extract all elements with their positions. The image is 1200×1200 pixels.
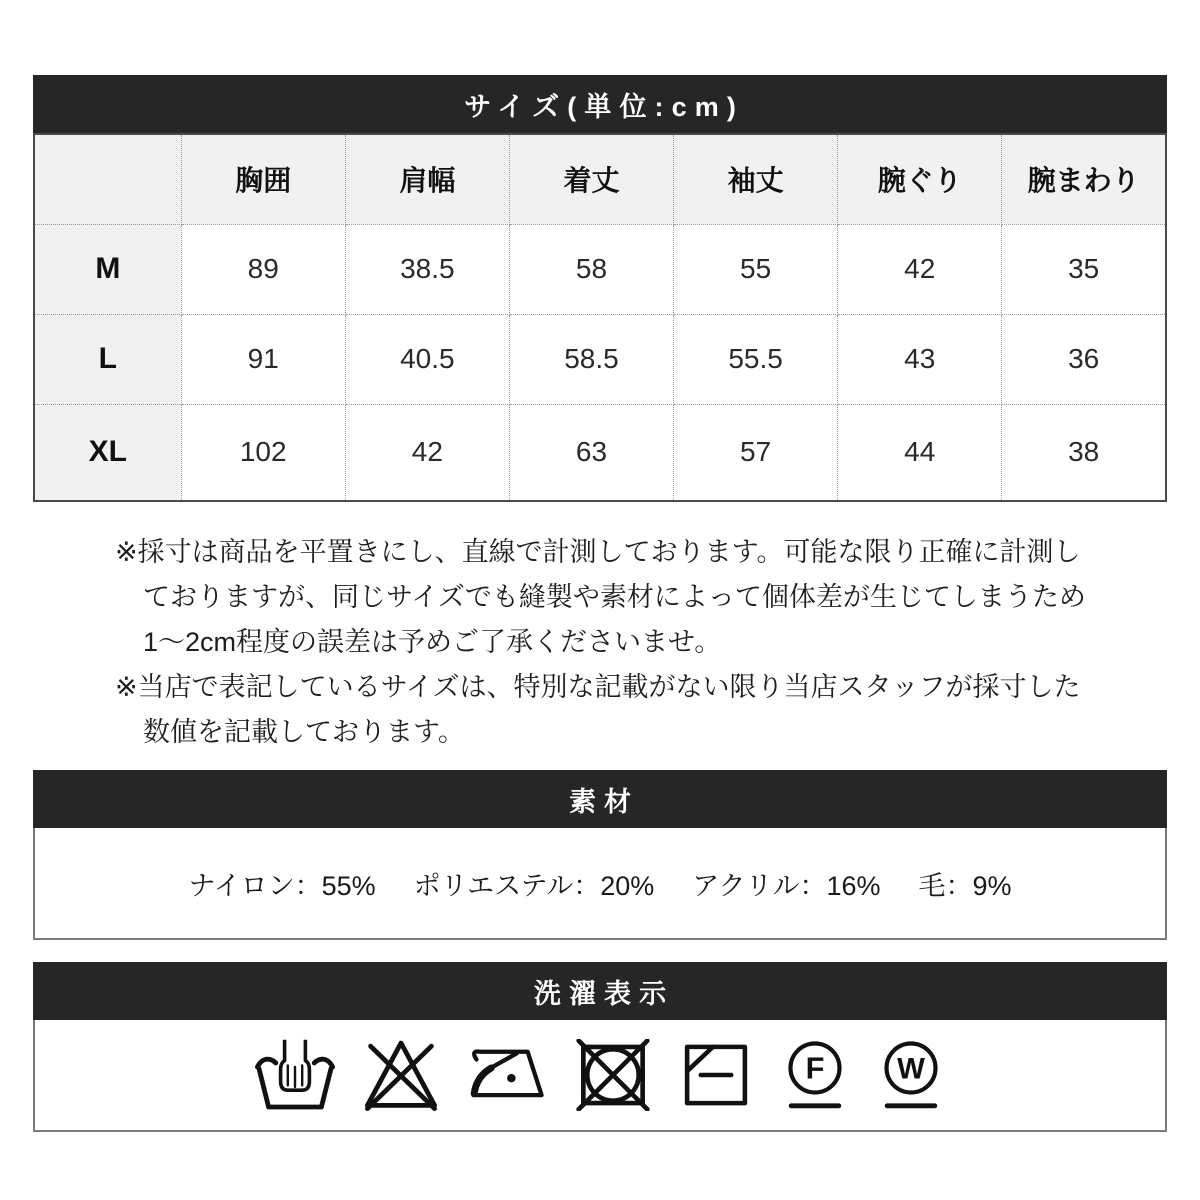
material-item-acrylic: アクリル：16% bbox=[692, 870, 881, 901]
wet-clean-gentle-icon bbox=[876, 1037, 946, 1113]
column-header-shoulder: 肩幅 bbox=[345, 134, 509, 224]
wet-clean-letter: W bbox=[896, 1052, 925, 1086]
measurement-note-1 bbox=[115, 530, 1167, 665]
column-header-sleeve: 袖丈 bbox=[674, 134, 838, 224]
measurement-notes bbox=[115, 530, 1167, 755]
cell-xl-armhole: 44 bbox=[838, 404, 1002, 501]
cell-l-arm-circumference: 36 bbox=[1002, 314, 1166, 404]
cell-xl-chest: 102 bbox=[181, 404, 345, 501]
material-composition bbox=[188, 864, 1011, 903]
column-header-chest: 胸囲 bbox=[181, 134, 345, 224]
flat-dry-in-shade-icon bbox=[678, 1039, 754, 1111]
iron-low-heat-icon bbox=[467, 1044, 548, 1106]
dry-clean-petroleum-gentle-icon bbox=[780, 1037, 850, 1113]
care-symbol-row bbox=[255, 1037, 946, 1113]
note-line: ておりますが、同じサイズでも縫製や素材によって個体差が生じてしまうため bbox=[143, 582, 1086, 612]
size-label-xl: XL bbox=[34, 404, 181, 501]
cell-l-chest: 91 bbox=[181, 314, 345, 404]
size-table-header-row bbox=[34, 134, 1166, 224]
size-section-title: サイズ(単位:cm) bbox=[464, 91, 744, 122]
table-row-m bbox=[34, 224, 1166, 314]
cell-xl-shoulder: 42 bbox=[345, 404, 509, 501]
measurement-note-2 bbox=[115, 665, 1167, 755]
wash-section-title: 洗濯表示 bbox=[533, 978, 675, 1009]
table-row-l bbox=[34, 314, 1166, 404]
size-label-l: L bbox=[34, 314, 181, 404]
material-item-nylon: ナイロン：55% bbox=[188, 870, 376, 901]
cell-l-length: 58.5 bbox=[509, 314, 673, 404]
material-content-box bbox=[33, 828, 1167, 940]
cell-m-chest: 89 bbox=[181, 224, 345, 314]
cell-m-length: 58 bbox=[509, 224, 673, 314]
material-item-polyester: ポリエステル：20% bbox=[413, 870, 655, 901]
column-header-length: 着丈 bbox=[509, 134, 673, 224]
size-label-m: M bbox=[34, 224, 181, 314]
cell-m-sleeve: 55 bbox=[674, 224, 838, 314]
column-header-arm-circumference: 腕まわり bbox=[1002, 134, 1166, 224]
table-row-xl bbox=[34, 404, 1166, 501]
size-section-title-bar bbox=[33, 75, 1167, 133]
size-table bbox=[33, 133, 1167, 502]
do-not-bleach-icon bbox=[361, 1038, 441, 1112]
wash-section-title-bar bbox=[33, 962, 1167, 1020]
note-line: 1〜2cm程度の誤差は予めご了承くださいませ。 bbox=[143, 627, 722, 657]
material-section-title: 素材 bbox=[568, 786, 640, 817]
cell-l-sleeve: 55.5 bbox=[674, 314, 838, 404]
do-not-tumble-dry-icon bbox=[574, 1039, 652, 1111]
cell-l-shoulder: 40.5 bbox=[345, 314, 509, 404]
material-item-wool: 毛：9% bbox=[918, 870, 1012, 901]
cell-l-armhole: 43 bbox=[838, 314, 1002, 404]
cell-xl-sleeve: 57 bbox=[674, 404, 838, 501]
wash-content-box bbox=[33, 1020, 1167, 1132]
note-line: 数値を記載しております。 bbox=[143, 717, 465, 747]
material-section-title-bar bbox=[33, 770, 1167, 828]
note-line: ※当店で表記しているサイズは、特別な記載がない限り当店スタッフが採寸した bbox=[115, 672, 1081, 702]
size-table-corner-cell bbox=[34, 134, 181, 224]
hand-wash-icon bbox=[255, 1038, 335, 1112]
cell-m-armhole: 42 bbox=[838, 224, 1002, 314]
dry-clean-letter: F bbox=[805, 1050, 824, 1086]
cell-xl-length: 63 bbox=[509, 404, 673, 501]
column-header-armhole: 腕ぐり bbox=[838, 134, 1002, 224]
cell-m-shoulder: 38.5 bbox=[345, 224, 509, 314]
product-spec-sheet bbox=[33, 0, 1167, 1132]
note-line: ※採寸は商品を平置きにし、直線で計測しております。可能な限り正確に計測し bbox=[115, 537, 1081, 567]
cell-xl-arm-circumference: 38 bbox=[1002, 404, 1166, 501]
cell-m-arm-circumference: 35 bbox=[1002, 224, 1166, 314]
